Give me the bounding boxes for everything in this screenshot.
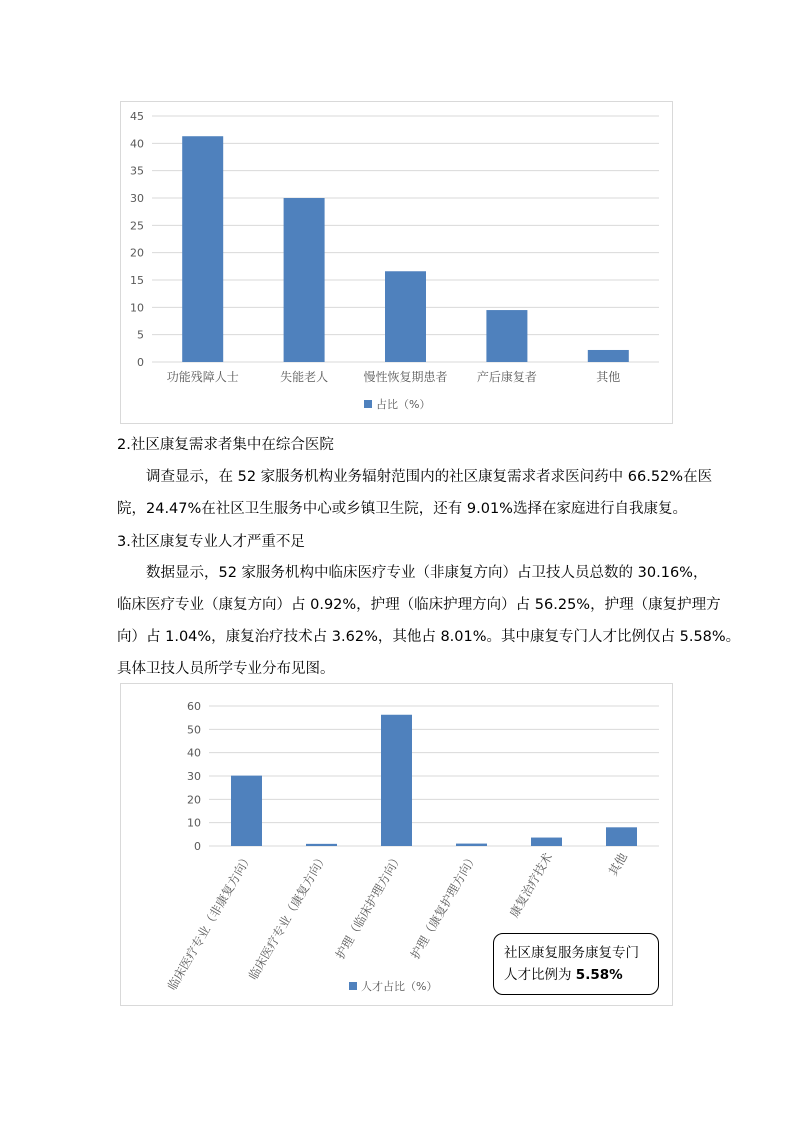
section3-line: 数据显示，52 家服务机构中临床医疗专业（非康复方向）占卫技人员总数的 30.16%， (146, 565, 708, 581)
callout-line2-prefix: 人才比例为 (504, 967, 572, 983)
section3-line: 具体卫技人员所学专业分布见图。 (117, 661, 335, 677)
bar-4 (486, 310, 527, 362)
y-tick-label: 0 (137, 356, 144, 369)
section2-paragraph (117, 461, 713, 525)
callout-box (493, 933, 659, 995)
y-tick-label: 20 (187, 793, 201, 807)
x-category-label: 护理（临床护理方向） (332, 850, 406, 962)
legend-label: 人才占比（%） (361, 980, 438, 993)
y-tick-label: 20 (130, 246, 144, 260)
y-tick-label: 40 (187, 746, 201, 760)
y-tick-label: 35 (130, 164, 144, 178)
section2-line: 院，24.47%在社区卫生服务中心或乡镇卫生院，还有 9.01%选择在家庭进行自我康复。 (117, 501, 687, 517)
section3-heading: 3.社区康复专业人才严重不足 (117, 534, 305, 550)
callout-line2 (504, 964, 648, 986)
bar-2 (306, 844, 337, 846)
x-category-label: 临床医疗专业（非康复方向） (164, 850, 256, 993)
y-tick-label: 50 (187, 723, 201, 737)
bar-6 (606, 827, 637, 846)
x-category-label: 护理（康复护理方向） (407, 850, 481, 962)
bar-1 (231, 776, 262, 846)
x-category-label: 康复治疗技术 (506, 850, 556, 920)
x-category-label: 失能老人 (280, 370, 329, 384)
section2-heading: 2.社区康复需求者集中在综合医院 (117, 437, 334, 453)
y-tick-label: 40 (130, 137, 144, 151)
x-category-label: 其他 (605, 850, 631, 879)
y-tick-label: 60 (187, 700, 201, 713)
y-tick-label: 5 (137, 328, 144, 342)
bar-5 (531, 838, 562, 846)
bar-5 (588, 350, 629, 362)
callout-line1: 社区康复服务康复专门 (504, 945, 639, 961)
bar-3 (381, 715, 412, 846)
x-category-label: 功能残障人士 (166, 370, 239, 384)
legend-swatch (364, 400, 372, 408)
bar-3 (385, 271, 426, 362)
y-tick-label: 45 (130, 110, 144, 123)
bar-1 (182, 136, 223, 362)
chart1-svg (121, 102, 674, 425)
x-category-label: 其他 (596, 370, 621, 384)
x-category-label: 临床医疗专业（康复方向） (245, 850, 331, 983)
x-category-label: 产后康复者 (476, 370, 537, 384)
section2-line: 调查显示，在 52 家服务机构业务辐射范围内的社区康复需求者求医问药中 66.52%在医 (146, 469, 713, 485)
y-tick-label: 0 (194, 840, 201, 853)
bar-4 (456, 844, 487, 846)
chart-rehab-demand (120, 101, 673, 424)
legend-swatch (349, 982, 357, 990)
bar-2 (284, 198, 325, 362)
legend-label: 占比（%） (376, 398, 431, 411)
section3-line: 临床医疗专业（康复方向）占 0.92%，护理（临床护理方向）占 56.25%，护理（康复护理方 (117, 597, 721, 613)
y-tick-label: 15 (130, 274, 144, 287)
section3-line: 向）占 1.04%，康复治疗技术占 3.62%，其他占 8.01%。其中康复专门人才比例仅占 5.58%。 (117, 629, 741, 645)
y-tick-label: 30 (187, 770, 201, 783)
section3-paragraph (117, 557, 741, 685)
y-tick-label: 10 (187, 816, 201, 830)
y-tick-label: 30 (130, 192, 144, 205)
x-category-label: 慢性恢复期患者 (363, 370, 448, 384)
y-tick-label: 25 (130, 219, 144, 233)
callout-value: 5.58% (575, 967, 623, 983)
y-tick-label: 10 (130, 301, 144, 315)
